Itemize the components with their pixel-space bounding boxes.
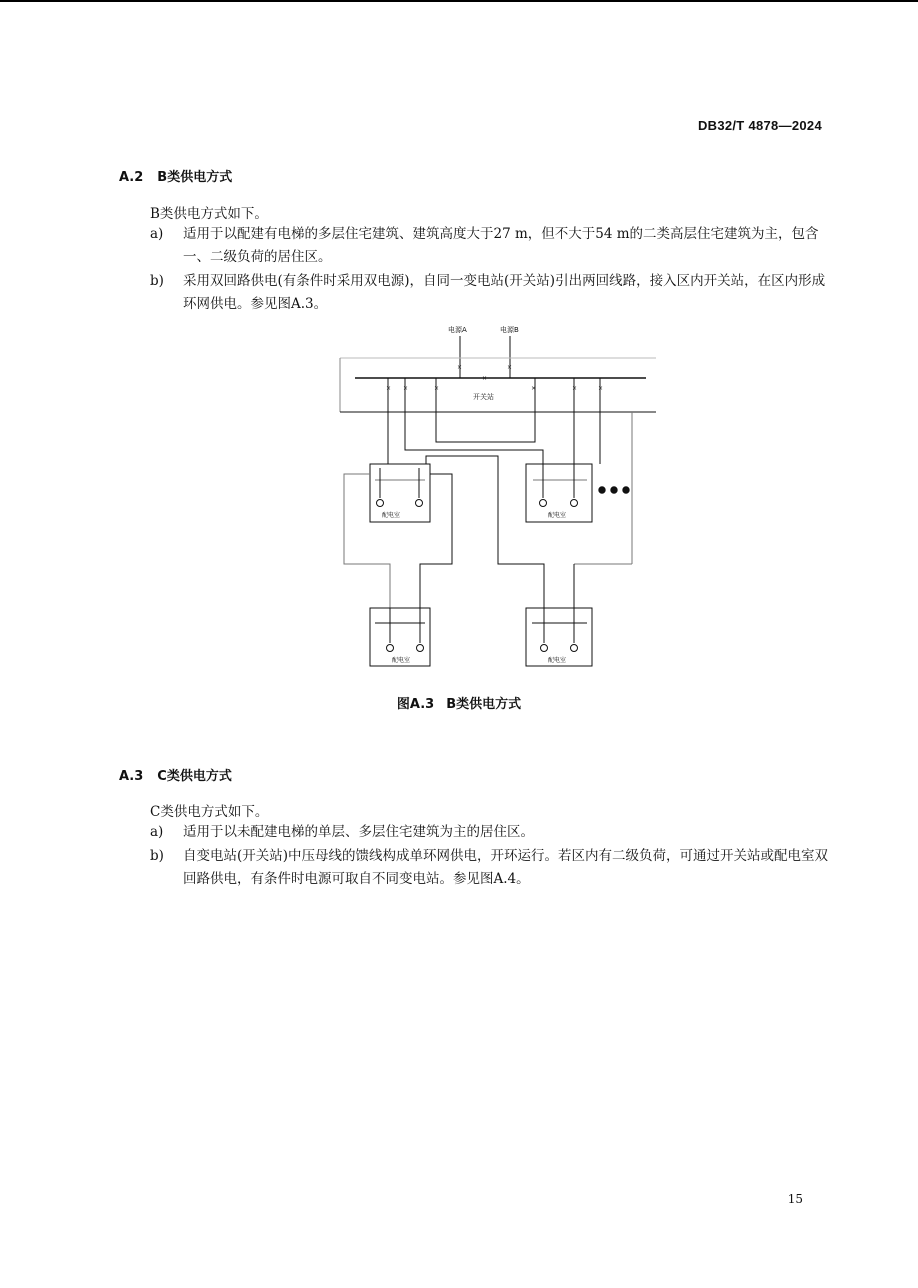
transformer-icon xyxy=(416,500,423,507)
section-a3-item-b xyxy=(150,845,830,891)
transformer-icon xyxy=(377,500,384,507)
section-a2-item-b xyxy=(150,270,830,316)
b-type-supply-diagram xyxy=(330,318,660,668)
transformer-icon xyxy=(417,645,424,652)
section-a3-intro: C类供电方式如下。 xyxy=(150,804,269,820)
transformer-icon xyxy=(540,500,547,507)
item-mark: a) xyxy=(150,824,164,840)
section-a2-item-a xyxy=(150,223,830,269)
section-a2-heading xyxy=(119,166,232,185)
section-a2-title: B类供电方式 xyxy=(157,170,233,185)
item-text: 适用于以配建有电梯的多层住宅建筑、建筑高度大于27 m，但不大于54 m的二类高层住宅建筑为主，包含一、二级负荷的居住区。 xyxy=(183,226,819,265)
more-dot-icon xyxy=(623,487,629,493)
ring-line xyxy=(344,474,390,608)
item-mark: a) xyxy=(150,226,164,242)
more-dot-icon xyxy=(599,487,605,493)
feeder-line xyxy=(420,474,452,608)
item-text: 采用双回路供电(有条件时采用双电源)，自同一变电站(开关站)引出两回线路，接入区内开关站，在区内形成环网供电。参见图A.3。 xyxy=(183,273,826,312)
section-a2-intro: B类供电方式如下。 xyxy=(150,206,268,222)
top-rule xyxy=(0,0,918,2)
item-text: 适用于以未配建电梯的单层、多层住宅建筑为主的居住区。 xyxy=(183,824,534,840)
item-text: 自变电站(开关站)中压母线的馈线构成单环网供电，开环运行。若区内有二级负荷，可通过开关站或配电室双回路供电，有条件时电源可取自不同变电站。参见图A.4。 xyxy=(183,848,829,887)
svg-text:×: × xyxy=(403,385,409,392)
section-a3-number: A.3 xyxy=(119,769,144,784)
transformer-icon xyxy=(571,645,578,652)
transformer-icon xyxy=(571,500,578,507)
transformer-icon xyxy=(541,645,548,652)
figure-number: 图A.3 xyxy=(396,697,435,712)
item-mark: b) xyxy=(150,273,164,289)
svg-text:×: × xyxy=(572,385,578,392)
svg-text:×: × xyxy=(507,364,513,371)
section-a3-title: C类供电方式 xyxy=(157,769,232,784)
svg-text:×: × xyxy=(457,364,463,371)
item-mark: b) xyxy=(150,848,164,864)
dist-room-label: 配电室 xyxy=(548,657,567,664)
dist-room-label: 配电室 xyxy=(548,512,567,519)
standard-number: DB32/T 4878—2024 xyxy=(697,118,822,133)
svg-text:×: × xyxy=(531,385,537,392)
source-b-label: 电源B xyxy=(500,326,519,334)
svg-text:×: × xyxy=(434,385,440,392)
feeder-line xyxy=(405,378,543,464)
svg-text:×: × xyxy=(598,385,604,392)
switch-station-label: 开关站 xyxy=(473,393,494,401)
page-number: 15 xyxy=(787,1192,803,1206)
section-a2-number: A.2 xyxy=(119,170,144,185)
dist-room-label: 配电室 xyxy=(382,512,401,519)
svg-text:×: × xyxy=(482,375,488,382)
figure-caption xyxy=(0,693,918,712)
figure-title: B类供电方式 xyxy=(446,697,522,712)
more-dot-icon xyxy=(611,487,617,493)
feeder-line xyxy=(436,378,535,442)
section-a3-item-a xyxy=(150,821,830,844)
svg-text:×: × xyxy=(386,385,392,392)
dist-room-label: 配电室 xyxy=(392,657,411,664)
section-a3-heading xyxy=(119,765,232,784)
source-a-label: 电源A xyxy=(448,326,467,334)
transformer-icon xyxy=(387,645,394,652)
